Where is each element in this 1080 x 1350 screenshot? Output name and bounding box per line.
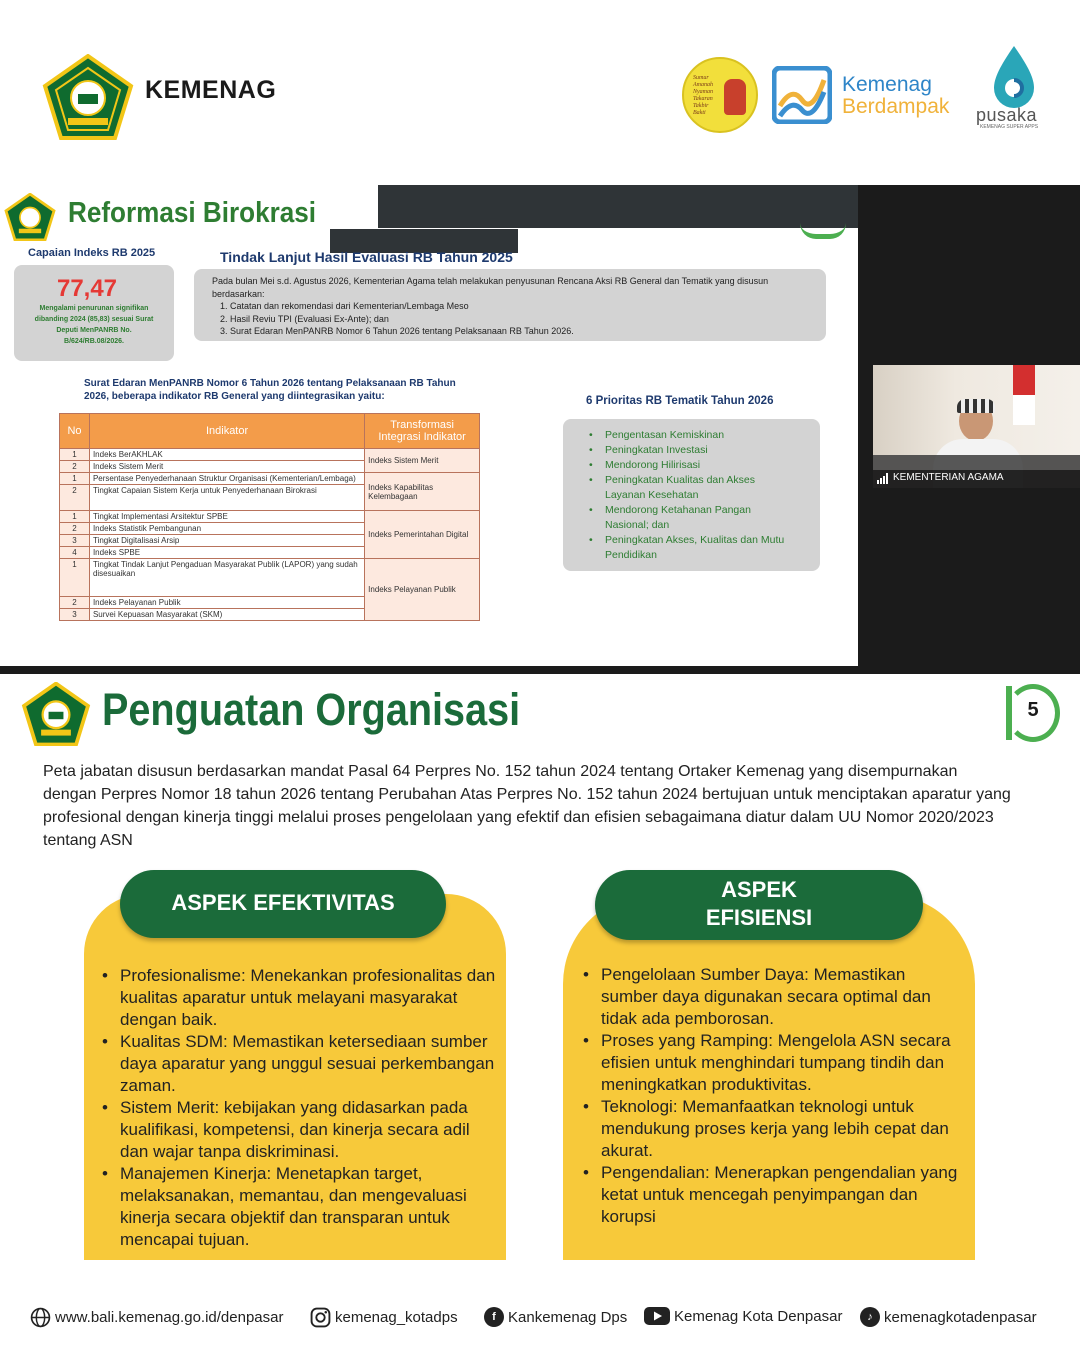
efisiensi-title-line1: ASPEK	[721, 877, 797, 902]
table-cell-no: 3	[60, 535, 90, 547]
table-cell-indikator: Survei Kepuasan Masyarakat (SKM)	[89, 609, 364, 621]
tiktok-icon: ♪	[860, 1307, 880, 1327]
table-cell-no: 1	[60, 449, 90, 461]
footer-website[interactable]	[30, 1307, 283, 1328]
slide-separator	[0, 666, 1080, 674]
footer	[0, 1260, 1080, 1350]
video-participant-name: KEMENTERIAN AGAMA	[893, 472, 1004, 483]
table-cell-no: 4	[60, 547, 90, 559]
capaian-box	[14, 265, 174, 361]
surat-edaran-text: Surat Edaran MenPANRB Nomor 6 Tahun 2026 tentang Pelaksanaan RB Tahun 2026, beberapa indikator RB General yang diintegrasikan yaitu:	[84, 378, 456, 402]
table-cell-integrasi: Indeks Sistem Merit	[365, 449, 480, 473]
video-person-udeng	[957, 399, 995, 413]
instagram-icon	[310, 1307, 331, 1328]
logo-letters: Sumur Amanah Nyaman Takaran Takbir Bakti	[693, 75, 713, 116]
kemenag-logo	[42, 54, 134, 140]
table-cell-indikator: Tingkat Implementasi Arsitektur SPBE	[89, 511, 364, 523]
efektivitas-item: • Kualitas SDM: Memastikan ketersediaan sumber daya aparatur yang unggul sesuai perkembangan zaman.	[99, 1031, 501, 1097]
prioritas-item: • Mendorong Ketahanan Pangan Nasional; dan	[563, 503, 820, 533]
table-cell-no: 2	[60, 597, 90, 609]
capaian-label: Capaian Indeks RB 2025	[28, 247, 156, 259]
table-cell-integrasi: Indeks Pemerintahan Digital	[365, 511, 480, 559]
efisiensi-list	[580, 964, 958, 1228]
efisiensi-header	[595, 870, 923, 940]
footer-facebook[interactable]	[484, 1307, 627, 1327]
slide-title: Penguatan Organisasi	[102, 684, 521, 735]
table-cell-indikator: Tingkat Capaian Sistem Kerja untuk Penyederhanaan Birokrasi	[89, 485, 364, 511]
capaian-value: 77,47	[56, 275, 118, 302]
slide-logo	[4, 193, 56, 241]
sembilan-program-logo	[682, 57, 758, 133]
efektivitas-title: ASPEK EFEKTIVITAS	[171, 890, 395, 915]
table-cell-indikator: Indeks Statistik Pembangunan	[89, 523, 364, 535]
table-cell-integrasi: Indeks Pelayanan Publik	[365, 559, 480, 621]
table-cell-indikator: Tingkat Digitalisasi Arsip	[89, 535, 364, 547]
fist-icon	[724, 79, 746, 115]
page-header	[0, 0, 1080, 185]
efisiensi-title-line2: EFISIENSI	[705, 905, 813, 930]
slide-reformasi-birokrasi	[0, 185, 858, 668]
efektivitas-list	[99, 965, 501, 1251]
tindak-lanjut-title: Tindak Lanjut Hasil Evaluasi RB Tahun 2025	[220, 249, 513, 265]
prioritas-item: • Pengentasan Kemiskinan	[563, 428, 820, 443]
efektivitas-item: • Profesionalisme: Menekankan profesionalitas dan kualitas aparatur untuk melayani masyarakat dengan baik.	[99, 965, 501, 1031]
efektivitas-item: • Manajemen Kinerja: Menetapkan target, melaksanakan, memantau, dan mengevaluasi kinerja secara objektif dan transparan untuk mencapai tujuan.	[99, 1163, 501, 1251]
table-cell-indikator: Indeks Sistem Merit	[89, 461, 364, 473]
table-cell-no: 2	[60, 485, 90, 511]
efisiensi-item: • Pengelolaan Sumber Daya: Memastikan sumber daya digunakan secara optimal dan tidak ada pemborosan.	[580, 964, 958, 1030]
indikator-table	[59, 413, 480, 621]
video-tile[interactable]	[873, 365, 1080, 488]
tindak-lanjut-box	[194, 269, 826, 341]
pusaka-text: pusaka	[976, 105, 1038, 125]
berdampak-line2: Berdampak	[842, 95, 950, 118]
footer-tiktok[interactable]	[860, 1307, 1037, 1327]
efisiensi-item: • Pengendalian: Menerapkan pengendalian yang ketat untuk mencegah penyimpangan dan korupsi	[580, 1162, 958, 1228]
tiktok-text: kemenagkotadenpasar	[884, 1308, 1037, 1326]
table-cell-no: 2	[60, 461, 90, 473]
slide-penguatan-organisasi	[0, 674, 1080, 1260]
prioritas-list	[563, 428, 820, 563]
website-text: www.bali.kemenag.go.id/denpasar	[55, 1309, 284, 1326]
table-cell-indikator: Indeks Pelayanan Publik	[89, 597, 364, 609]
table-header-no: No	[60, 414, 90, 449]
globe-icon	[30, 1307, 51, 1328]
facebook-icon: f	[484, 1307, 504, 1327]
table-cell-indikator: Tingkat Tindak Lanjut Pengaduan Masyarakat Publik (LAPOR) yang sudah disesuaikan	[89, 559, 364, 597]
footer-instagram[interactable]	[310, 1307, 458, 1328]
intro-paragraph: Peta jabatan disusun berdasarkan mandat Pasal 64 Perpres No. 152 tahun 2024 tentang Ortaker Kemenag yang disempurnakan dengan Perpres Nomor 18 tahun 2026 tentang Perubahan Atas Perpres No. 152 tahun 2024 bertujuan untuk menciptakan aparatur yang profesional dengan kinerja tinggi melalui proses pengelolaan yang efektif dan efisien sebagaimana diatur dalam UU Nomor 2020/2023 tentang ASN	[43, 763, 1011, 849]
page-number-badge	[1006, 684, 1060, 742]
capaian-note: Mengalami penurunan signifikan dibanding 2024 (85,83) sesuai Surat Deputi MenPANRB No. B/624/RB.08/2026.	[34, 305, 154, 345]
tindak-lanjut-item: 2. Hasil Reviu TPI (Evaluasi Ex-Ante); dan	[220, 313, 389, 324]
brand-name: KEMENAG	[145, 76, 277, 104]
youtube-text: Kemenag Kota Denpasar	[674, 1307, 843, 1325]
table-cell-integrasi: Indeks Kapabilitas Kelembagaan	[365, 473, 480, 511]
table-cell-no: 1	[60, 559, 90, 597]
efektivitas-item: • Sistem Merit: kebijakan yang didasarkan pada kualifikasi, kompetensi, dan kinerja secara adil dan wajar tanpa diskriminasi.	[99, 1097, 501, 1163]
kemenag-berdampak-icon	[772, 66, 832, 124]
slide-logo	[20, 682, 92, 746]
instagram-text: kemenag_kotadps	[335, 1309, 458, 1326]
table-cell-no: 2	[60, 523, 90, 535]
prioritas-item: • Peningkatan Akses, Kualitas dan Mutu Pendidikan	[563, 533, 820, 563]
slide-title: Reformasi Birokrasi	[68, 197, 317, 229]
signal-icon	[877, 473, 889, 484]
prioritas-title: 6 Prioritas RB Tematik Tahun 2026	[586, 395, 774, 407]
table-cell-no: 1	[60, 511, 90, 523]
prioritas-item: • Peningkatan Investasi	[563, 443, 820, 458]
prioritas-item: • Mendorong Hilirisasi	[563, 458, 820, 473]
redaction-bar-top	[378, 185, 858, 228]
prioritas-box	[563, 419, 820, 571]
table-cell-no: 1	[60, 473, 90, 485]
efisiensi-item: • Teknologi: Memanfaatkan teknologi untuk mendukung proses kerja yang lebih cepat dan akurat.	[580, 1096, 958, 1162]
prioritas-item: • Peningkatan Kualitas dan Akses Layanan Kesehatan	[563, 473, 820, 503]
table-cell-indikator: Persentase Penyederhanaan Struktur Organisasi (Kementerian/Lembaga)	[89, 473, 364, 485]
table-cell-indikator: Indeks SPBE	[89, 547, 364, 559]
table-header-indikator: Indikator	[89, 414, 364, 449]
tindak-lanjut-item: 1. Catatan dan rekomendasi dari Kementerian/Lembaga Meso	[220, 301, 469, 311]
footer-youtube[interactable]	[644, 1307, 842, 1325]
tindak-lanjut-item: 3. Surat Edaran MenPANRB Nomor 6 Tahun 2026 tentang Pelaksanaan RB Tahun 2026.	[220, 326, 574, 336]
kemenag-berdampak-text	[842, 74, 949, 118]
pusaka-subtext: KEMENAG SUPER APPS	[980, 124, 1039, 130]
youtube-icon	[644, 1307, 670, 1325]
green-corner-mark	[800, 223, 846, 239]
efisiensi-item: • Proses yang Ramping: Mengelola ASN secara efisien untuk menghindari tumpang tindih dan meningkatkan produktivitas.	[580, 1030, 958, 1096]
table-header-integrasi: Transformasi Integrasi Indikator	[365, 414, 480, 449]
video-flag	[1013, 365, 1035, 425]
page-number: 5	[1027, 699, 1039, 721]
efektivitas-header	[120, 870, 446, 938]
tindak-lanjut-intro: Pada bulan Mei s.d. Agustus 2026, Kementerian Agama telah melakukan penyusunan Rencana Aksi RB General dan Tematik yang disusun berdasarkan:	[212, 276, 769, 299]
table-cell-no: 3	[60, 609, 90, 621]
berdampak-line1: Kemenag	[842, 73, 932, 96]
table-cell-indikator: Indeks BerAKHLAK	[89, 449, 364, 461]
facebook-text: Kankemenag Dps	[508, 1308, 628, 1326]
